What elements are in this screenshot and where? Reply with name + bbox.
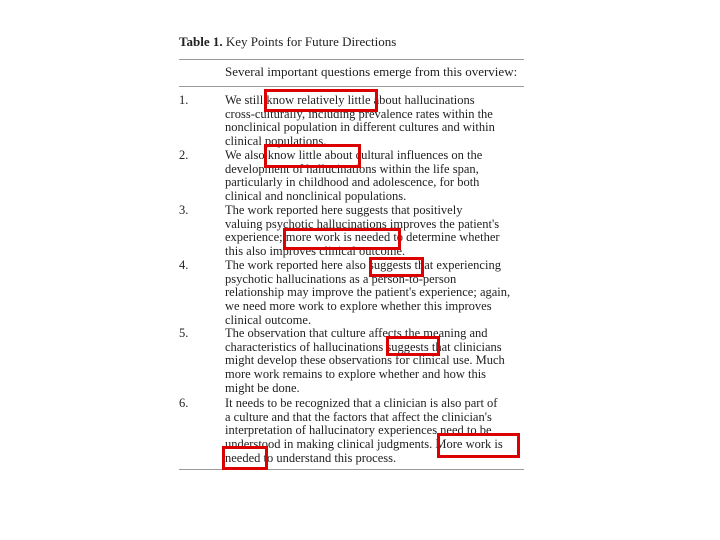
top-rule [179,59,524,60]
intro-rule [179,86,524,87]
item-number: 4. [179,258,189,272]
table-caption [179,34,396,50]
item-line: The work reported here suggests that positively [225,203,463,217]
item-line: needed to understand this process. [225,450,397,465]
item-line: clinical and nonclinical populations. [225,189,407,204]
table-title: Key Points for Future Directions [225,34,397,49]
table-label: Table 1. [179,34,223,49]
item-line: clinical populations. [225,134,327,149]
highlight-box [222,446,268,470]
item-line: interpretation of hallucinatory experiences need to be [225,423,492,438]
item-line: experience; more work is needed to determine whether [225,230,500,245]
item-line: understood in making clinical judgments. More work is [225,437,503,452]
highlight-box [264,144,361,168]
item-line: It needs to be recognized that a clinician is also part of [225,396,498,410]
item-number: 5. [179,326,189,340]
item-number: 1. [179,93,189,107]
item-number: 3. [179,203,189,217]
item-line: more work remains to explore whether and how this [225,367,487,382]
item-line: might be done. [225,380,300,395]
item-line: might develop these observations for clinical use. Much [225,353,505,368]
highlight-box [386,336,440,356]
item-line: psychotic hallucinations as a person-to-person [225,271,457,286]
item-line: The observation that culture affects the meaning and [225,326,488,340]
item-number: 6. [179,396,189,410]
item-line: cross-culturally, including prevalence rates within the [225,106,493,121]
item-line: clinical outcome. [225,312,312,327]
item-line: a culture and that the factors that affect the clinician's [225,409,492,424]
item-line: nonclinical population in different cultures and within [225,120,495,135]
item-line: relationship may improve the patient's experience; again, [225,285,511,300]
table-intro: Several important questions emerge from this overview: [225,64,518,79]
highlight-box [264,89,378,112]
highlight-box [437,433,520,458]
item-line: this also improves clinical outcome. [225,244,406,259]
item-text [225,327,525,396]
item-line: We still know relatively little about hallucinations [225,93,475,107]
item-line: development of hallucinations within the life span, [225,161,479,176]
highlight-box [283,228,401,250]
item-line: we need more work to explore whether this improves [225,299,492,314]
item-line: The work reported here also suggests that experiencing [225,258,501,272]
item-line: We also know little about cultural influences on the [225,148,483,162]
item-line: characteristics of hallucinations suggests that clinicians [225,339,502,354]
item-number: 2. [179,148,189,162]
item-line: particularly in childhood and adolescence, for both [225,175,480,190]
highlight-box [369,257,424,277]
item-line: valuing psychotic hallucinations improves the patient's [225,216,500,231]
